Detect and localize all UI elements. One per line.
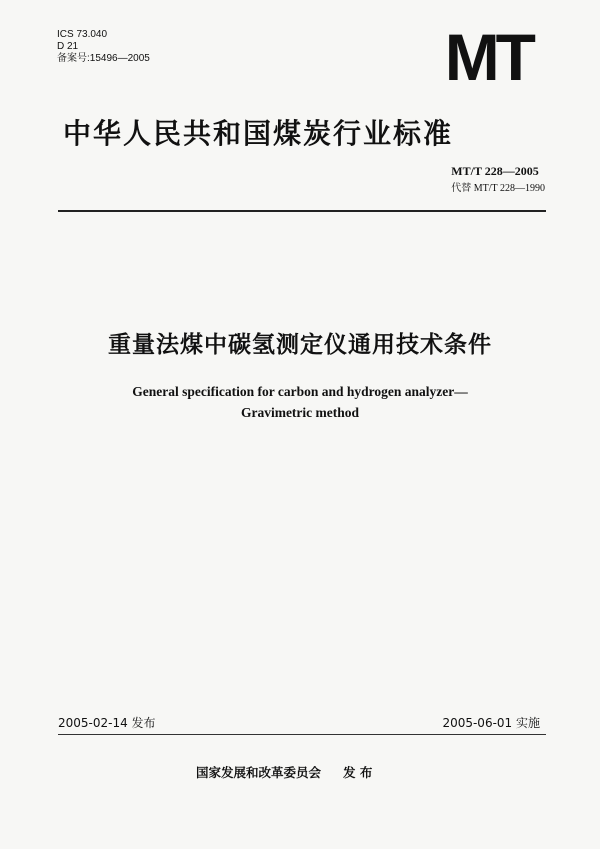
implementation-date: 2005-06-01 实施 [442, 716, 540, 730]
issuer-name: 国家发展和改革委员会 [196, 765, 322, 780]
document-metadata [57, 29, 150, 65]
standard-number: MT/T 228—2005 [451, 164, 539, 178]
classification-code: D 21 [57, 41, 79, 52]
document-title-english [0, 381, 600, 423]
organization-title: 中华人民共和国煤炭行业标准 [63, 117, 454, 150]
issue-date: 2005-02-14 发布 [58, 716, 156, 730]
issuing-authority [196, 763, 372, 781]
replaced-standard: 代替 MT/T 228—1990 [451, 183, 545, 194]
english-title-line-1: General specification for carbon and hydrogen analyzer— [132, 384, 468, 399]
english-title-line-2: Gravimetric method [240, 405, 360, 420]
record-number: 备案号:15496—2005 [57, 53, 150, 64]
document-title-chinese: 重量法煤中碳氢测定仪通用技术条件 [108, 332, 492, 358]
mt-logo: MT [444, 20, 532, 94]
ics-code: ICS 73.040 [57, 29, 108, 40]
standard-code-block [451, 164, 545, 194]
footer-divider [58, 734, 546, 735]
issuer-action: 发 布 [343, 765, 373, 780]
header-divider [58, 210, 546, 212]
